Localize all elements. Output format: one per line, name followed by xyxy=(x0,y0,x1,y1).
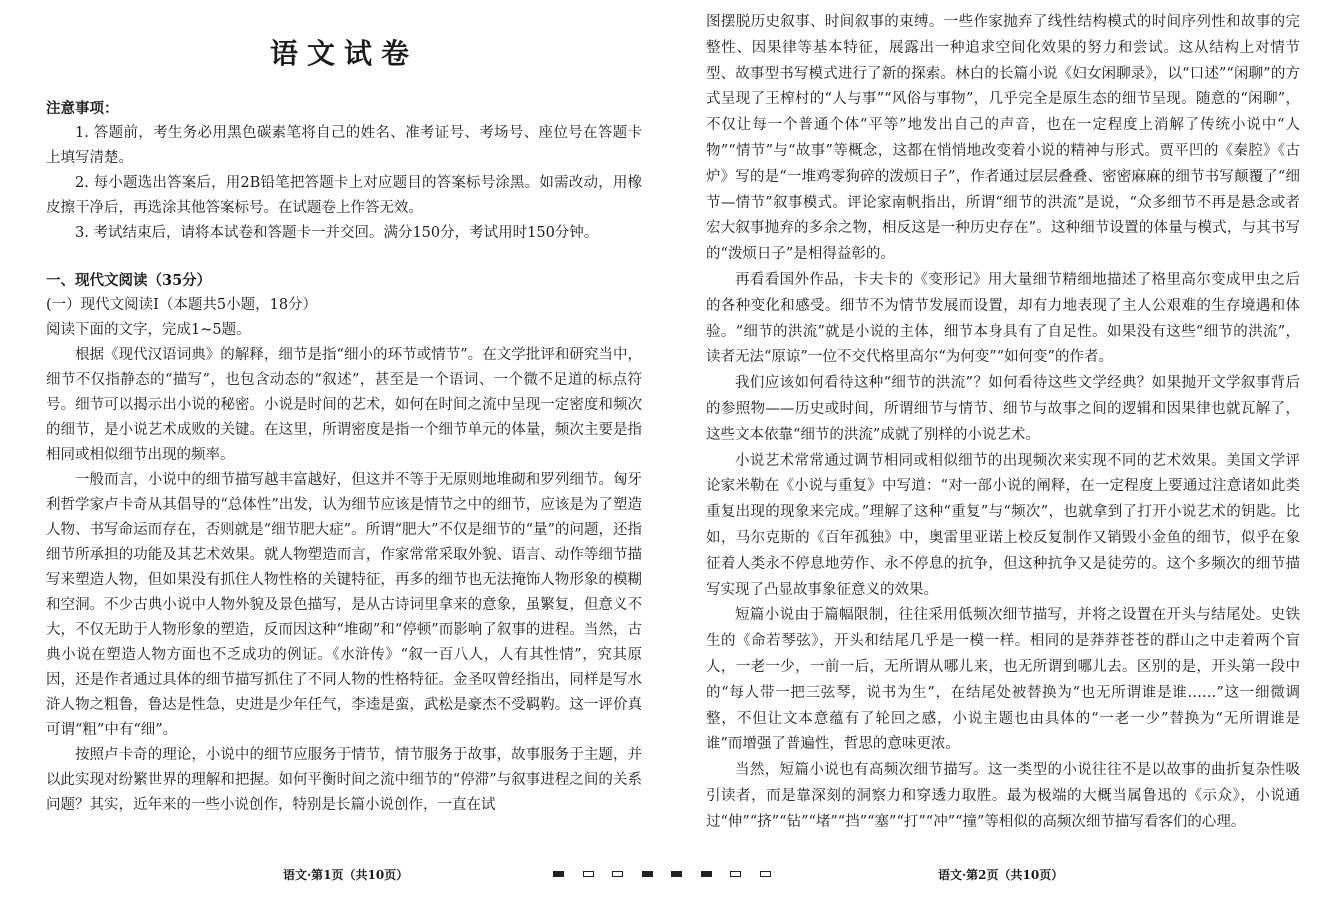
filled-mark xyxy=(553,871,564,877)
reading-paragraph: 小说艺术常常通过调节相同或相似细节的出现频次来实现不同的艺术效果。美国文学评论家米勒在《小说与重复》中写道：“对一部小说的阐释，在一定程度上要通过注意诸如此类重复出现的现象来完成。”理解了这种“重复”与“频次”，也就拿到了打开小说艺术的钥匙。比如，马尔克斯的《百年孤独》中，奥雷里亚诺上校反复制作又销毁小金鱼的细节，似乎在象征着人类永不停息地劳作、永不停息的抗争，但这种抗争又是徒劳的。这个多频次的细节描写实现了凸显故事象征意义的效果。 xyxy=(706,452,1300,598)
notes-block xyxy=(46,96,642,246)
filled-mark xyxy=(701,871,712,877)
reading-paragraph: 当然，短篇小说也有高频次细节描写。这一类型的小说往往不是以故事的曲折复杂性吸引读者，而是靠深刻的洞察力和穿透力取胜。最为极端的大概当属鲁迅的《示众》，小说通过“伸”“挤”“钻”“堵”“挡”“塞”“打”“冲”“撞”等相似的高频次细节描写看客们的心理。 xyxy=(706,762,1300,830)
reading-paragraph: 短篇小说由于篇幅限制，往往采用低频次细节描写，并将之设置在开头与结尾处。史铁生的《命若琴弦》，开头和结尾几乎是一模一样。相同的是莽莽苍苍的群山之中走着两个盲人，一老一少，一前一后，无所谓从哪儿来，也无所谓到哪儿去。区别的是，开头第一段中的“每人带一把三弦琴，说书为生”，在结尾处被替换为“也无所谓谁是谁……”这一细微调整，不但让文本意蕴有了轮回之感，小说主题也由具体的“一老一少”替换为“无所谓谁是谁”而增强了普遍性，哲思的意味更浓。 xyxy=(706,607,1300,753)
hollow-mark xyxy=(583,871,594,877)
subsection-heading: (一）现代文阅读Ⅰ（本题共5小题，18分） xyxy=(46,297,318,313)
exam-page-2 xyxy=(666,0,1332,900)
filled-mark xyxy=(671,871,682,877)
filled-mark xyxy=(642,871,653,877)
reading-instruction: 阅读下面的文字，完成1~5题。 xyxy=(46,322,251,338)
page-footer-right: 语文·第2页（共10页） xyxy=(938,868,1064,882)
reading-paragraph: 根据《现代汉语词典》的解释，细节是指“细小的环节或情节”。在文学批评和研究当中，细节不仅指静态的“描写”，也包含动态的“叙述”，甚至是一个语词、一个微不足道的标点符号。细节可以揭示出小说的秘密。小说是时间的艺术，如何在时间之流中呈现一定密度和频次的细节，是小说艺术成败的关键。在这里，所谓密度是指一个细节单元的体量，频次主要是指相同或相似细节出现的频率。 xyxy=(46,347,642,463)
reading-paragraph: 再看看国外作品，卡夫卡的《变形记》用大量细节精细地描述了格里高尔变成甲虫之后的各种变化和感受。细节不为情节发展而设置，却有力地表现了主人公艰难的生存境遇和体验。“细节的洪流”就是小说的主体，细节本身具有了自足性。如果没有这些“细节的洪流”，读者无法“原谅”一位不交代格里高尔“为何变”“如何变”的作者。 xyxy=(706,271,1300,366)
page-footer-left: 语文·第1页（共10页） xyxy=(283,868,409,882)
hollow-mark xyxy=(760,871,771,877)
notes-heading: 注意事项： xyxy=(46,100,119,117)
note-item: 3. 考试结束后，请将本试卷和答题卡一并交回。满分150分，考试用时150分钟。 xyxy=(75,225,599,241)
exam-title: 语文试卷 xyxy=(269,37,418,70)
hollow-mark xyxy=(730,871,741,877)
note-item: 2. 每小题选出答案后，用2B铅笔把答题卡上对应题目的答案标号涂黑。如需改动，用橡皮擦干净后，再选涂其他答案标号。在试题卷上作答无效。 xyxy=(46,175,642,216)
note-item: 1. 答题前，考生务必用黑色碳素笔将自己的姓名、准考证号、考场号、座位号在答题卡上填写清楚。 xyxy=(46,125,642,166)
reading-paragraph: 按照卢卡奇的理论，小说中的细节应服务于情节，情节服务于故事，故事服务于主题，并以此实现对纷繁世界的理解和把握。如何平衡时间之流中细节的“停滞”与叙事进程之间的关系问题？其实，近年来的一些小说创作，特别是长篇小说创作，一直在试 xyxy=(46,747,642,813)
continued-paragraph: 图摆脱历史叙事、时间叙事的束缚。一些作家抛弃了线性结构模式的时间序列性和故事的完整性、因果律等基本特征，展露出一种追求空间化效果的努力和尝试。这从结构上对情节型、故事型书写模式进行了新的探索。林白的长篇小说《妇女闲聊录》，以“口述”“闲聊”的方式呈现了王榨村的“人与事”“风俗与事物”，几乎完全是原生态的细节呈现。随意的“闲聊”，不仅让每一个普通个体“平等”地发出自己的声音，也在一定程度上消解了传统小说中“人物”“情节”与“故事”等概念，这都在悄悄地改变着小说的精神与形式。贾平凹的《秦腔》《古炉》写的是“一堆鸡零狗碎的泼烦日子”，作者通过层层叠叠、密密麻麻的细节书写颠覆了“细节—情节”叙事模式。评论家南帆指出，所谓“细节的洪流”是说，“众多细节不再是悬念或者宏大叙事抛弃的多余之物，相反这是一种历史存在”。这种细节设置的体量与模式，与其书写的“泼烦日子”是相得益彰的。 xyxy=(706,14,1300,263)
hollow-mark xyxy=(612,871,623,877)
reading-paragraph: 我们应该如何看待这种“细节的洪流”？如何看待这些文学经典？如果抛开文学叙事背后的参照物——历史或时间，所谓细节与情节、细节与故事之间的逻辑和因果律也就瓦解了，这些文本依靠“细节的洪流”成就了别样的小说艺术。 xyxy=(706,375,1300,443)
section-heading: 一、现代文阅读（35分） xyxy=(46,272,212,289)
reading-paragraph: 一般而言，小说中的细节描写越丰富越好，但这并不等于无原则地堆砌和罗列细节。匈牙利哲学家卢卡奇从其倡导的“总体性”出发，认为细节应该是情节之中的细节，应该是为了塑造人物、书写命运而存在，否则就是“细节肥大症”。所谓“肥大”不仅是细节的“量”的问题，还指细节所承担的功能及其艺术效果。就人物塑造而言，作家常常采取外貌、语言、动作等细节描写来塑造人物，但如果没有抓住人物性格的关键特征，再多的细节也无法掩饰人物形象的模糊和空洞。不少古典小说中人物外貌及景色描写，是从古诗词里拿来的意象，虽繁复，但意义不大，不仅无助于人物形象的塑造，反而因这种“堆砌”和“停顿”而影响了叙事的进程。当然，古典小说在塑造人物方面也不乏成功的例证。《水浒传》“叙一百八人，人有其性情”，究其原因，还是作者通过具体的细节描写抓住了不同人物的性格特征。金圣叹曾经指出，同样是写水浒人物之粗鲁，鲁达是性急，史进是少年任气，李逵是蛮，武松是豪杰不受羁靮。这一评价真可谓“粗”中有“细”。 xyxy=(46,472,642,738)
